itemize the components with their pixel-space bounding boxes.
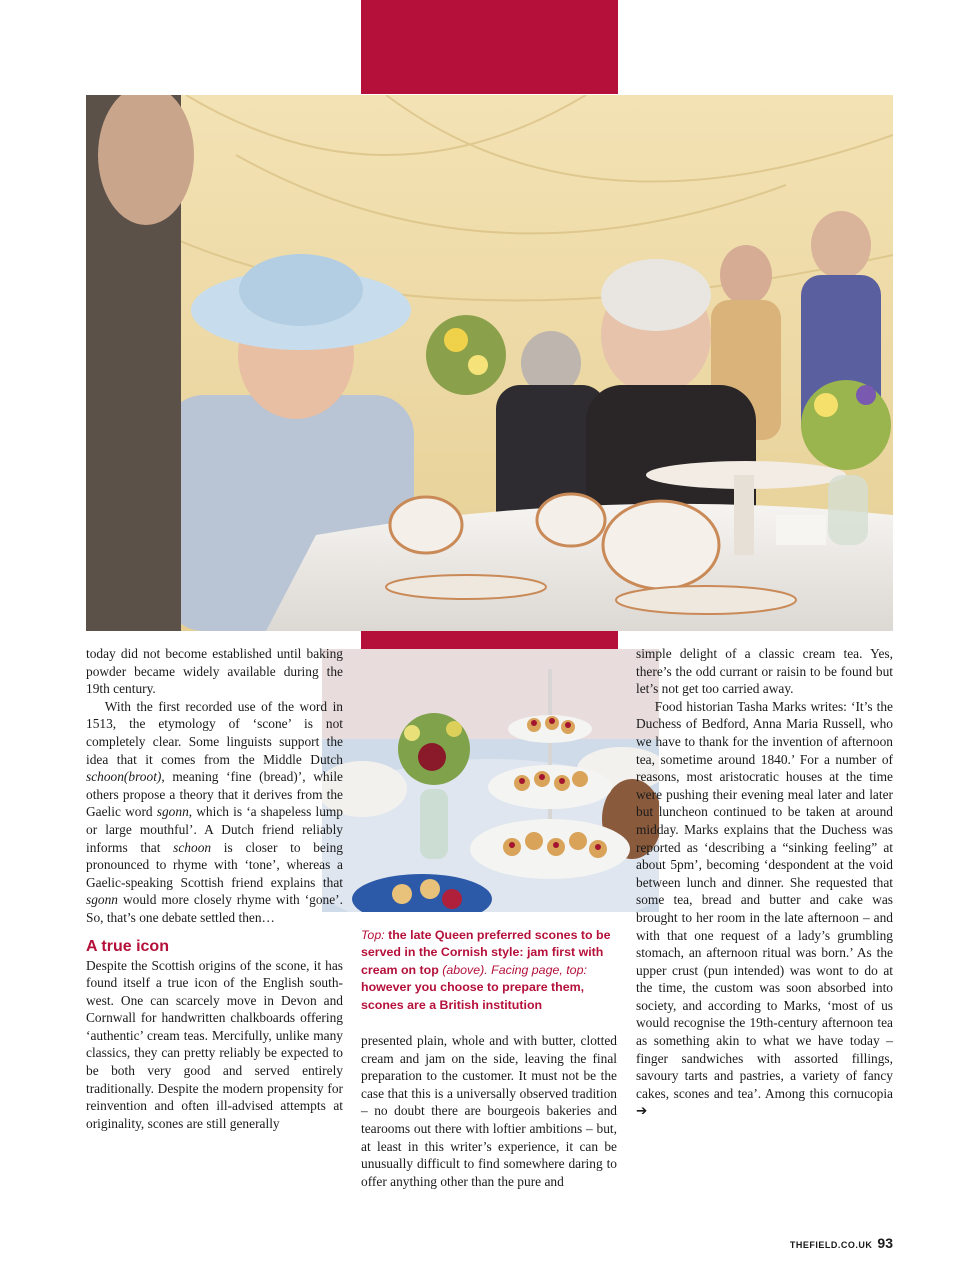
- column-2: [361, 1032, 617, 1190]
- accent-band-top: [361, 0, 618, 94]
- subheading-true-icon: A true icon: [86, 937, 169, 955]
- site-url: THEFIELD.CO.UK: [789, 1240, 873, 1250]
- col1-paragraph-1: today did not become established until baking powder became widely available during the 19th century.: [86, 646, 343, 697]
- col1-paragraph-2: With the first recorded use of the word in 1513, the etymology of ‘scone’ is not completely clear. Some linguists support the idea that it comes from the Middle Dutch schoon(broot), meaning ‘fine (bread)’, while others propose a theory that it derives from the Gaelic word sgonn, which is ‘a shapeless lump or large mouthful’. A Dutch friend reliably informs that schoon is closer to being pronounced to rhyme with ‘tone’, whereas a Gaelic-speaking Scottish friend explains that sgonn would more closely rhyme with ‘gone’. So, that’s one debate settled then…: [86, 698, 343, 925]
- col2-paragraph-1: presented plain, whole and with butter, clotted cream and jam on the side, leaving the final preparation to the customer. It must not be the case that this is a universally observed tradition – no doubt there are bourgeois bakeries and tearooms out there with loftier ambitions – but, at least in this writer’s experience, it can be unusually difficult to find somewhere daring to offer anything other than the pure and: [361, 1033, 617, 1189]
- col1-paragraph-3: Despite the Scottish origins of the scone, it has found itself a true icon of the English south-west. One can scarcely move in Devon and Cornwall for handwritten chalkboards offering ‘authentic’ cream teas. Mercifully, unlike many classics, they can pretty reliably be expected to be both very good and served entirely traditionally. Despite the modern propensity for reinvention and often ill-advised attempts at originality, scones are still generally: [86, 957, 343, 1131]
- column-1: [86, 645, 343, 1132]
- col3-paragraph-1: simple delight of a classic cream tea. Yes, there’s the odd currant or raisin to be found but let’s not get too carried away.: [636, 646, 893, 697]
- photo-caption: Top: the late Queen preferred scones to be served in the Cornish style: jam first with cream on top (above). Facing page, top: however you choose to prepare them, scones are a British institution: [361, 928, 611, 1012]
- col3-paragraph-2: Food historian Tasha Marks writes: ‘It’s the Duchess of Bedford, Anna Maria Russell, who we have to thank for the invention of afternoon tea, sometime around 1840.’ For a number of reasons, most aristocratic houses at the time were pushing their evening meal later and later but luncheon continued to be taken at around midday. Marks explains that the Duchess was reported as ‘describing a “sinking feeling” at about 5pm’, becoming ‘despondent at the void between lunch and dinner. She requested that some tea, bread and butter and cake was brought to her room in the late afternoon – and with that one request of a lady’s grumbling stomach, an afternoon ritual was born.’ As the upper crust (pun intended) was wont to do at the time, the custom was soon absorbed into society, and according to Marks, ‘most of us would recognise the 19th-century afternoon tea as something akin to what we have today – finger sandwiches with assorted fillings, savoury tarts and pastries, a variety of fancy cakes, scones and tea’. Among this cornucopia ➔: [636, 698, 893, 1119]
- page-footer: [790, 1233, 893, 1252]
- accent-band-mid: [361, 631, 618, 649]
- page-number: 93: [877, 1235, 893, 1251]
- continue-arrow-icon: ➔: [636, 1103, 648, 1119]
- inset-photo: [322, 649, 659, 912]
- main-photo: [86, 95, 893, 631]
- column-3: [636, 645, 893, 1120]
